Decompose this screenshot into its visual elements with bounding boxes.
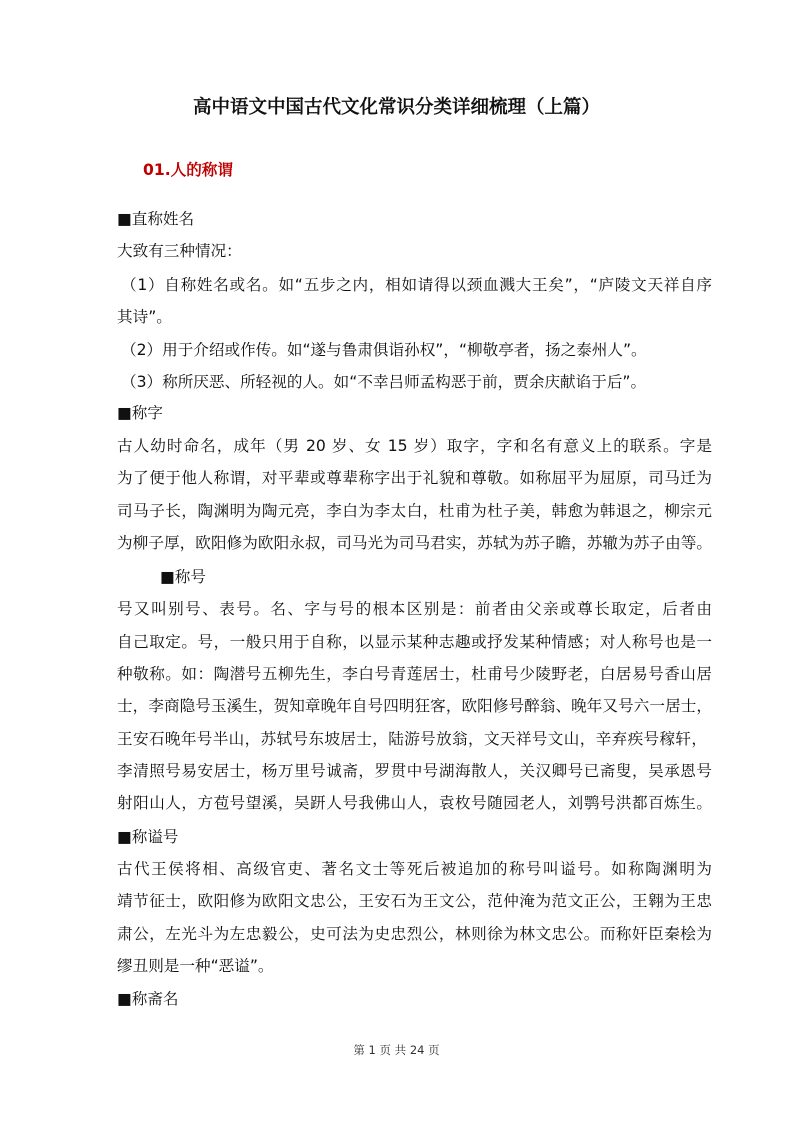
paragraph-line: 司马子长，陶渊明为陶元亮，李白为李太白，杜甫为杜子美，韩愈为韩退之，柳宗元 bbox=[117, 502, 712, 520]
subheading: ■称号 bbox=[160, 568, 206, 586]
subheading: ■直称姓名 bbox=[117, 210, 195, 228]
paragraph-line: 王安石晚年号半山，苏轼号东坡居士，陆游号放翁，文天祥号文山，辛弃疾号稼轩， bbox=[117, 730, 707, 748]
subheading: ■称谥号 bbox=[117, 828, 179, 846]
paragraph-line: 士，李商隐号玉溪生，贺知章晚年自号四明狂客，欧阳修号醉翁、晚年又号六一居士， bbox=[117, 697, 712, 715]
paragraph-line: 为了便于他人称谓，对平辈或尊辈称字出于礼貌和尊敬。如称屈平为屈原，司马迁为 bbox=[117, 469, 712, 487]
paragraph-line: 大致有三种情况： bbox=[117, 242, 242, 260]
paragraph-line: 号又叫别号、表号。名、字与号的根本区别是：前者由父亲或尊长取定，后者由 bbox=[117, 600, 712, 618]
paragraph-line: 种敬称。如：陶潜号五柳先生，李白号青莲居士，杜甫号少陵野老，白居易号香山居 bbox=[117, 665, 712, 683]
subheading: ■称斋名 bbox=[117, 990, 179, 1008]
paragraph-line: （1）自称姓名或名。如“五步之内，相如请得以颈血溅大王矣”，“庐陵文天祥自序 bbox=[121, 276, 712, 294]
document-title: 高中语文中国古代文化常识分类详细梳理（上篇） bbox=[192, 97, 600, 118]
paragraph-line: 李清照号易安居士，杨万里号诚斋，罗贯中号湖海散人，关汉卿号已斋叟，吴承恩号 bbox=[117, 762, 712, 780]
subheading: ■称字 bbox=[117, 404, 163, 422]
paragraph-line: （3）称所厌恶、所轻视的人。如“不幸吕师孟构恶于前，贾余庆献谄于后”。 bbox=[121, 373, 647, 391]
page-footer: 第 1 页 共 24 页 bbox=[353, 1043, 440, 1057]
paragraph-line: 古人幼时命名，成年（男 20 岁、女 15 岁）取字，字和名有意义上的联系。字是 bbox=[117, 437, 712, 455]
paragraph-line: 射阳山人，方苞号望溪，吴趼人号我佛山人，袁枚号随园老人，刘鹗号洪都百炼生。 bbox=[117, 794, 712, 812]
paragraph-line: 为柳子厚，欧阳修为欧阳永叔，司马光为司马君实，苏轼为苏子瞻，苏辙为苏子由等。 bbox=[117, 534, 712, 552]
paragraph-line: （2）用于介绍或作传。如“遂与鲁肃俱诣孙权”，“柳敬亭者，扬之泰州人”。 bbox=[121, 341, 647, 359]
paragraph-line: 肃公，左光斗为左忠毅公，史可法为史忠烈公，林则徐为林文忠公。而称奸臣秦桧为 bbox=[117, 925, 712, 943]
paragraph-line: 靖节征士，欧阳修为欧阳文忠公，王安石为王文公，范仲淹为范文正公，王翱为王忠 bbox=[117, 892, 712, 910]
section-heading: 01.人的称谓 bbox=[143, 161, 233, 179]
paragraph-line: 缪丑则是一种“恶谥”。 bbox=[117, 957, 274, 975]
paragraph-line: 其诗”。 bbox=[117, 308, 172, 326]
paragraph-line: 自己取定。号，一般只用于自称，以显示某种志趣或抒发某种情感；对人称号也是一 bbox=[117, 633, 712, 651]
paragraph-line: 古代王侯将相、高级官吏、著名文士等死后被追加的称号叫谥号。如称陶渊明为 bbox=[117, 860, 712, 878]
